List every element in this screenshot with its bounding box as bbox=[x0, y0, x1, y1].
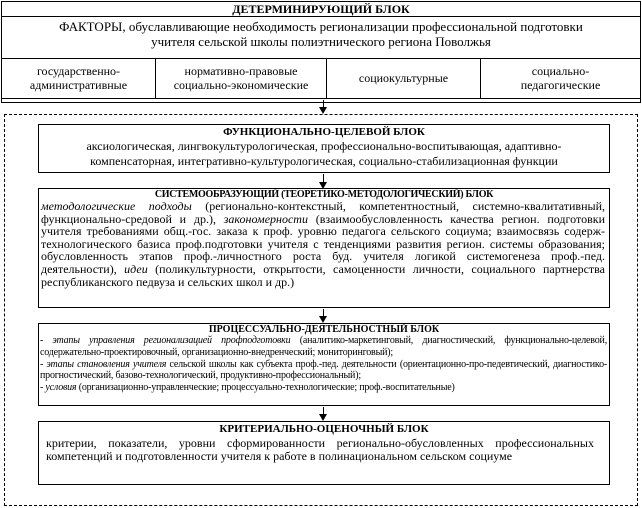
laws-term: закономерности bbox=[223, 211, 308, 226]
functional-block-text: компенсаторная, интегративно-культурологическая, социально-стабилизационная функции bbox=[90, 154, 558, 168]
title-underline bbox=[1, 16, 641, 17]
factor-cell-label: педагогические bbox=[520, 78, 601, 92]
laws-text: (взаимообусловленность качества регион. подготовки учителя требованиями общ.-гос. заказа к проф. уровню педагога сельского социума; взаимосвязь содерж-технологического базиса проф.подготовки учителя с тенденциями развития регион. системы образования; обусловленность этапов проф.-личностного роста буд. учителя логикой системогенеза проф.-пед. деятельности), bbox=[41, 211, 606, 276]
management-stages-text: (аналитико-маркетинговый, диагностический, функционально-целевой, содержательно-проектировочный, организационно-внедренческий; мониторинговый); bbox=[40, 335, 608, 358]
functional-block-text: аксиологическая, лингвокультурологическая, профессионально-воспитывающая, адаптивно- bbox=[86, 139, 562, 153]
factor-cell-label: административные bbox=[29, 78, 128, 92]
factor-cell-label: социокультурные bbox=[358, 71, 449, 85]
process-activity-block-text bbox=[40, 335, 607, 394]
approaches-text: (регионально-контекстный, компетентностный, системно-квалитативный, функционально-средовой и др.), bbox=[41, 199, 605, 226]
factor-cell-label: государственно- bbox=[36, 64, 121, 78]
system-forming-block-text bbox=[41, 200, 605, 288]
factors-line-1: ФАКТОРЫ, обуславливающие необходимость регионализации профессиональной подготовки bbox=[59, 19, 583, 34]
conditions-text: (организационно-управленческие; процессуально-технологические; проф.-воспитательные) bbox=[76, 382, 455, 394]
criteria-evaluative-block-text: критерии, показатели, уровни сформированности регионально-обусловленных профессиональных компетенций и подготовленности учителя к работе в полинациональном сельском социуме bbox=[46, 436, 594, 463]
criteria-evaluative-block-title: КРИТЕРИАЛЬНО-ОЦЕНОЧНЫЙ БЛОК bbox=[219, 423, 429, 435]
process-activity-block-title: ПРОЦЕССУАЛЬНО-ДЕЯТЕЛЬНОСТНЫЙ БЛОК bbox=[208, 324, 440, 335]
arrow-head bbox=[319, 107, 327, 114]
arrow-head bbox=[319, 414, 327, 421]
factors-line-2: учителя сельской школы полиэтнического региона Поволжья bbox=[151, 34, 491, 49]
factor-cell-label: социально-экономические bbox=[173, 78, 309, 92]
management-stages-term: - этапы управления регионализацией профподготовки bbox=[40, 335, 291, 346]
ideas-text: (поликультурности, открытости, самоценности личности, социального партнерства республиканского педвуза и сельских школ и др.) bbox=[41, 261, 605, 289]
functional-block-title: ФУНКЦИОНАЛЬНО-ЦЕЛЕВОЙ БЛОК bbox=[223, 126, 425, 138]
arrow-head bbox=[319, 316, 327, 323]
ideas-term: идеи bbox=[124, 261, 148, 276]
conditions-term: - условия bbox=[40, 382, 77, 394]
teacher-formation-term: - этапы становления учителя bbox=[40, 358, 167, 370]
system-forming-block-title: СИСТЕМООБРАЗУЮЩИЙ (ТЕОРЕТИКО-МЕТОДОЛОГИЧЕСКИЙ) БЛОК bbox=[154, 189, 494, 200]
approaches-term: методологические подходы bbox=[41, 199, 192, 213]
determining-block-title: ДЕТЕРМИНИРУЮЩИЙ БЛОК bbox=[232, 2, 410, 16]
teacher-formation-text: сельской школы как субъекта проф.-пед. деятельности (ориентационно-про-педевтический, диагностико-прогностический, базово-технологический, продуктивно-профессиональный); bbox=[40, 358, 607, 382]
factor-cell-label: социально- bbox=[531, 64, 590, 78]
factor-cell-label: нормативно-правовые bbox=[184, 64, 298, 78]
